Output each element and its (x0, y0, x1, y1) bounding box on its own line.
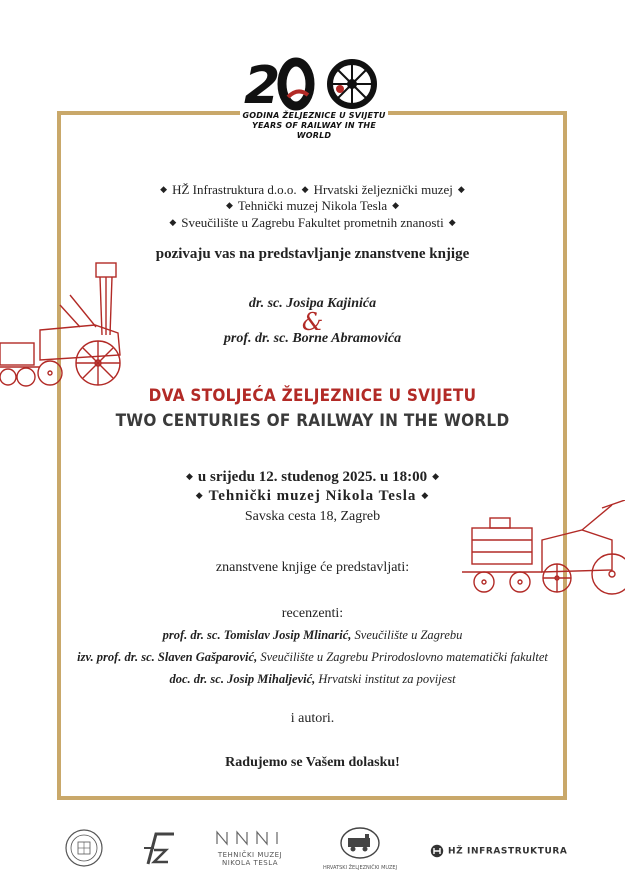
reviewer-name: doc. dr. sc. Josip Mihaljević, (169, 672, 316, 686)
organizer-fpz: Sveučilište u Zagrebu Fakultet prometnih znanosti (181, 215, 444, 230)
author-second: prof. dr. sc. Borne Abramovića (223, 331, 402, 346)
event-date (0, 469, 625, 486)
reviewer-name: izv. prof. dr. sc. Slaven Gašparović, (77, 650, 258, 664)
reviewer-3 (0, 669, 625, 689)
hzm-train-seal-icon (339, 826, 381, 860)
logo-wheel-icon (326, 57, 378, 111)
locomotive-right-illustration (462, 500, 625, 600)
event-address: Savska cesta 18, Zagreb (244, 509, 381, 524)
reviewers-label: recenzenti: (281, 606, 344, 621)
bullet-icon: ◆ (457, 184, 465, 194)
bullet-icon: ◆ (392, 200, 400, 210)
university-seal-icon (64, 828, 104, 868)
presenters-intro: znanstvene knjige će predstavljati: (215, 560, 410, 575)
tmnt-wave-icon (215, 830, 285, 846)
closing-text: Radujemo se Vašem dolasku! (225, 755, 400, 770)
bullet-icon: ◆ (160, 184, 168, 194)
reviewer-1 (0, 625, 625, 645)
organizer-line-1 (0, 181, 625, 198)
locomotive-left-illustration (0, 255, 130, 395)
event-date-text: u srijedu 12. studenog 2025. u 18:00 (197, 469, 428, 485)
reviewer-affiliation: Sveučilište u Zagrebu (351, 628, 463, 642)
anniversary-logo (240, 55, 388, 141)
fpz-logo-icon (140, 828, 176, 868)
bullet-icon: ◆ (421, 490, 430, 500)
bullet-icon: ◆ (432, 471, 440, 481)
organizer-line-2 (0, 197, 625, 214)
hzi-emblem-icon (430, 844, 444, 858)
hzi-logo (430, 842, 568, 860)
bullet-icon: ◆ (185, 471, 193, 481)
tmnt-line-1: TEHNIČKI MUZEJ (217, 851, 283, 859)
organizer-line-3 (0, 214, 625, 231)
reviewer-affiliation: Sveučilište u Zagrebu Prirodoslovno matematički fakultet (257, 650, 548, 664)
book-title-en: TWO CENTURIES OF RAILWAY IN THE WORLD (115, 411, 510, 431)
tmnt-logo (210, 830, 290, 867)
logo-number (240, 55, 388, 111)
tmnt-line-2: NIKOLA TESLA (221, 859, 279, 867)
book-title-hr: DVA STOLJEĆA ŽELJEZNICE U SVIJETU (148, 386, 477, 406)
logo-line-hr: GODINA ŽELJEZNICE U SVIJETU (242, 111, 386, 120)
logo-line-en: YEARS OF RAILWAY IN THE WORLD (251, 121, 376, 140)
bullet-icon: ◆ (169, 217, 177, 227)
organizer-hzm: Hrvatski željeznički muzej (313, 182, 453, 197)
author-ampersand: & (301, 308, 324, 336)
svg-text:2: 2 (244, 57, 279, 109)
invite-text: pozivaju vas na predstavljanje znanstvene knjige (155, 246, 470, 262)
bullet-icon: ◆ (301, 184, 309, 194)
organizer-tmnt: Tehnički muzej Nikola Tesla (237, 198, 388, 213)
bullet-icon: ◆ (195, 490, 204, 500)
organizer-hzi: HŽ Infrastruktura d.o.o. (172, 182, 297, 197)
reviewer-affiliation: Hrvatski institut za povijest (315, 672, 456, 686)
bullet-icon: ◆ (448, 217, 456, 227)
bullet-icon: ◆ (225, 200, 233, 210)
reviewer-2 (0, 647, 625, 667)
author-first: dr. sc. Josipa Kajinića (248, 296, 377, 311)
event-venue-text: Tehnički muzej Nikola Tesla (208, 488, 417, 504)
hzm-logo (322, 826, 398, 871)
and-authors: i autori. (290, 711, 335, 726)
hzi-label: HŽ INFRASTRUKTURA (448, 846, 568, 857)
hzm-label: HRVATSKI ŽELJEZNIČKI MUZEJ (322, 865, 398, 871)
reviewer-name: prof. dr. sc. Tomislav Josip Mlinarić, (162, 628, 352, 642)
